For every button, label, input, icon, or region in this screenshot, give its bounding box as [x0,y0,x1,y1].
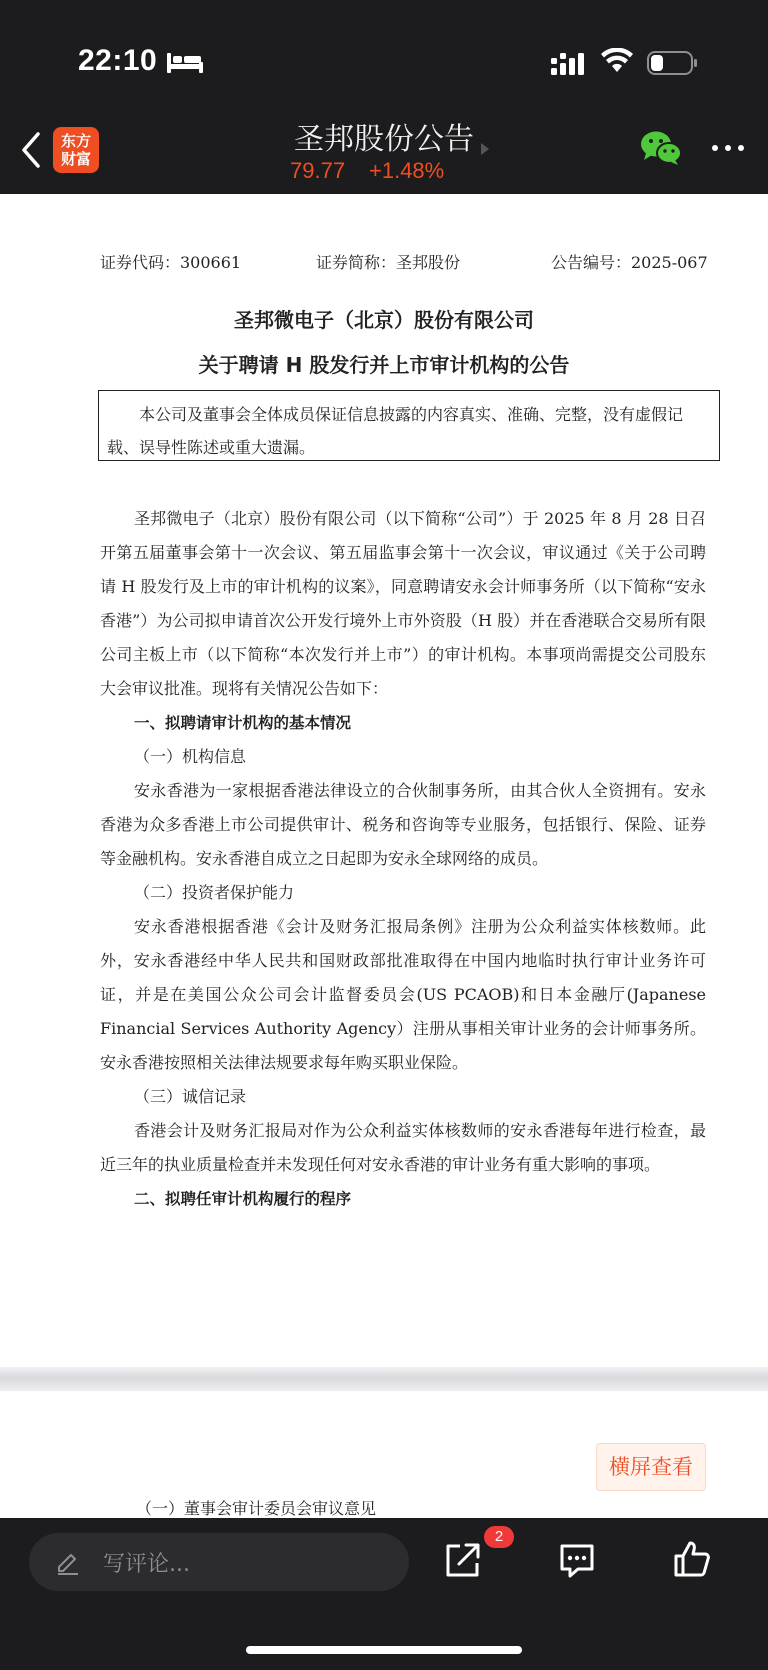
page-divider [0,1367,768,1391]
triangle-right-icon [480,142,490,156]
disclaimer-box: 本公司及董事会全体成员保证信息披露的内容真实、准确、完整，没有虚假记载、误导性陈述或重大遗漏。 [98,390,720,461]
wifi-icon [601,48,633,74]
stock-price: 79.77 [290,158,346,183]
page-title: 圣邦股份公告 [294,122,474,157]
subsection-heading: （二）投资者保护能力 [134,883,295,902]
pencil-icon [55,1549,81,1575]
battery-icon [647,50,699,76]
comments-icon[interactable] [558,1541,596,1579]
logo-line1: 东方 [60,132,91,150]
body-paragraph: 安永香港根据香港《会计及财务汇报局条例》注册为公众利益实体核数师。此外，安永香港经中华人民共和国财政部批准取得在中国内地临时执行审计业务许可证，并是在美国公众公司会计监督委员会(US PCAOB)和日本金融厅(Japanese Financial Services Authority Agency）注册从事相关审计业务的会计师事务所。安永香港按照相关法律法规要求每年购买职业保险。 [100,917,706,1072]
company-name: 圣邦微电子（北京）股份有限公司 [234,308,534,332]
landscape-view-button[interactable]: 横屏查看 [596,1443,706,1491]
body-paragraph: 安永香港为一家根据香港法律设立的合伙制事务所，由其合伙人全资拥有。安永香港为众多香港上市公司提供审计、税务和咨询等专业服务，包括银行、保险、证券等金融机构。安永香港自成立之日起即为安永全球网络的成员。 [100,781,706,868]
announcement-number: 公告编号：2025-067 [551,253,708,272]
more-icon[interactable] [710,140,746,156]
share-count-badge: 2 [484,1526,514,1548]
comment-input[interactable] [29,1533,409,1591]
subsection-heading: （三）诚信记录 [134,1087,247,1106]
section-heading-2: 二、拟聘任审计机构履行的程序 [134,1190,352,1208]
security-abbreviation: 证券简称：圣邦股份 [316,253,461,272]
bed-icon [166,50,204,74]
wechat-icon[interactable] [640,130,682,166]
status-time: 22:10 [78,44,158,77]
security-code: 证券代码：300661 [100,253,242,272]
home-indicator [246,1646,522,1654]
document-body [100,502,706,1216]
stock-change: +1.48% [369,158,445,183]
subsection-heading: （一）机构信息 [134,747,247,766]
body-paragraph: 香港会计及财务汇报局对作为公众利益实体核数师的安永香港每年进行检查，最近三年的执业质量检查并未发现任何对安永香港的审计业务有重大影响的事项。 [100,1121,706,1174]
share-icon[interactable] [444,1541,482,1579]
section-heading-1: 一、拟聘请审计机构的基本情况 [134,714,352,732]
comment-placeholder: 写评论... [103,1552,190,1577]
signal-icon [550,52,588,76]
intro-paragraph: 圣邦微电子（北京）股份有限公司（以下简称“公司”）于 2025 年 8 月 28 日召开第五届董事会第十一次会议、第五届监事会第十一次会议，审议通过《关于公司聘请 H 股发行及上市的审计机构的议案》，同意聘请安永会计师事务所（以下简称“安永香港”）为公司拟申请首次公开发行境外上市外资股（H 股）并在香港联合交易所有限公司主板上市（以下简称“本次发行并上市”）的审计机构。本事项尚需提交公司股东大会审议批准。现将有关情况公告如下： [100,509,706,698]
next-page-line: （一）董事会审计委员会审议意见 [136,1499,377,1518]
like-icon[interactable] [672,1539,712,1579]
announcement-document [0,194,768,1367]
top-bar [0,0,768,194]
logo-line2: 财富 [60,150,91,168]
announcement-title: 关于聘请 H 股发行并上市审计机构的公告 [198,353,570,377]
bottom-bar [0,1518,768,1670]
